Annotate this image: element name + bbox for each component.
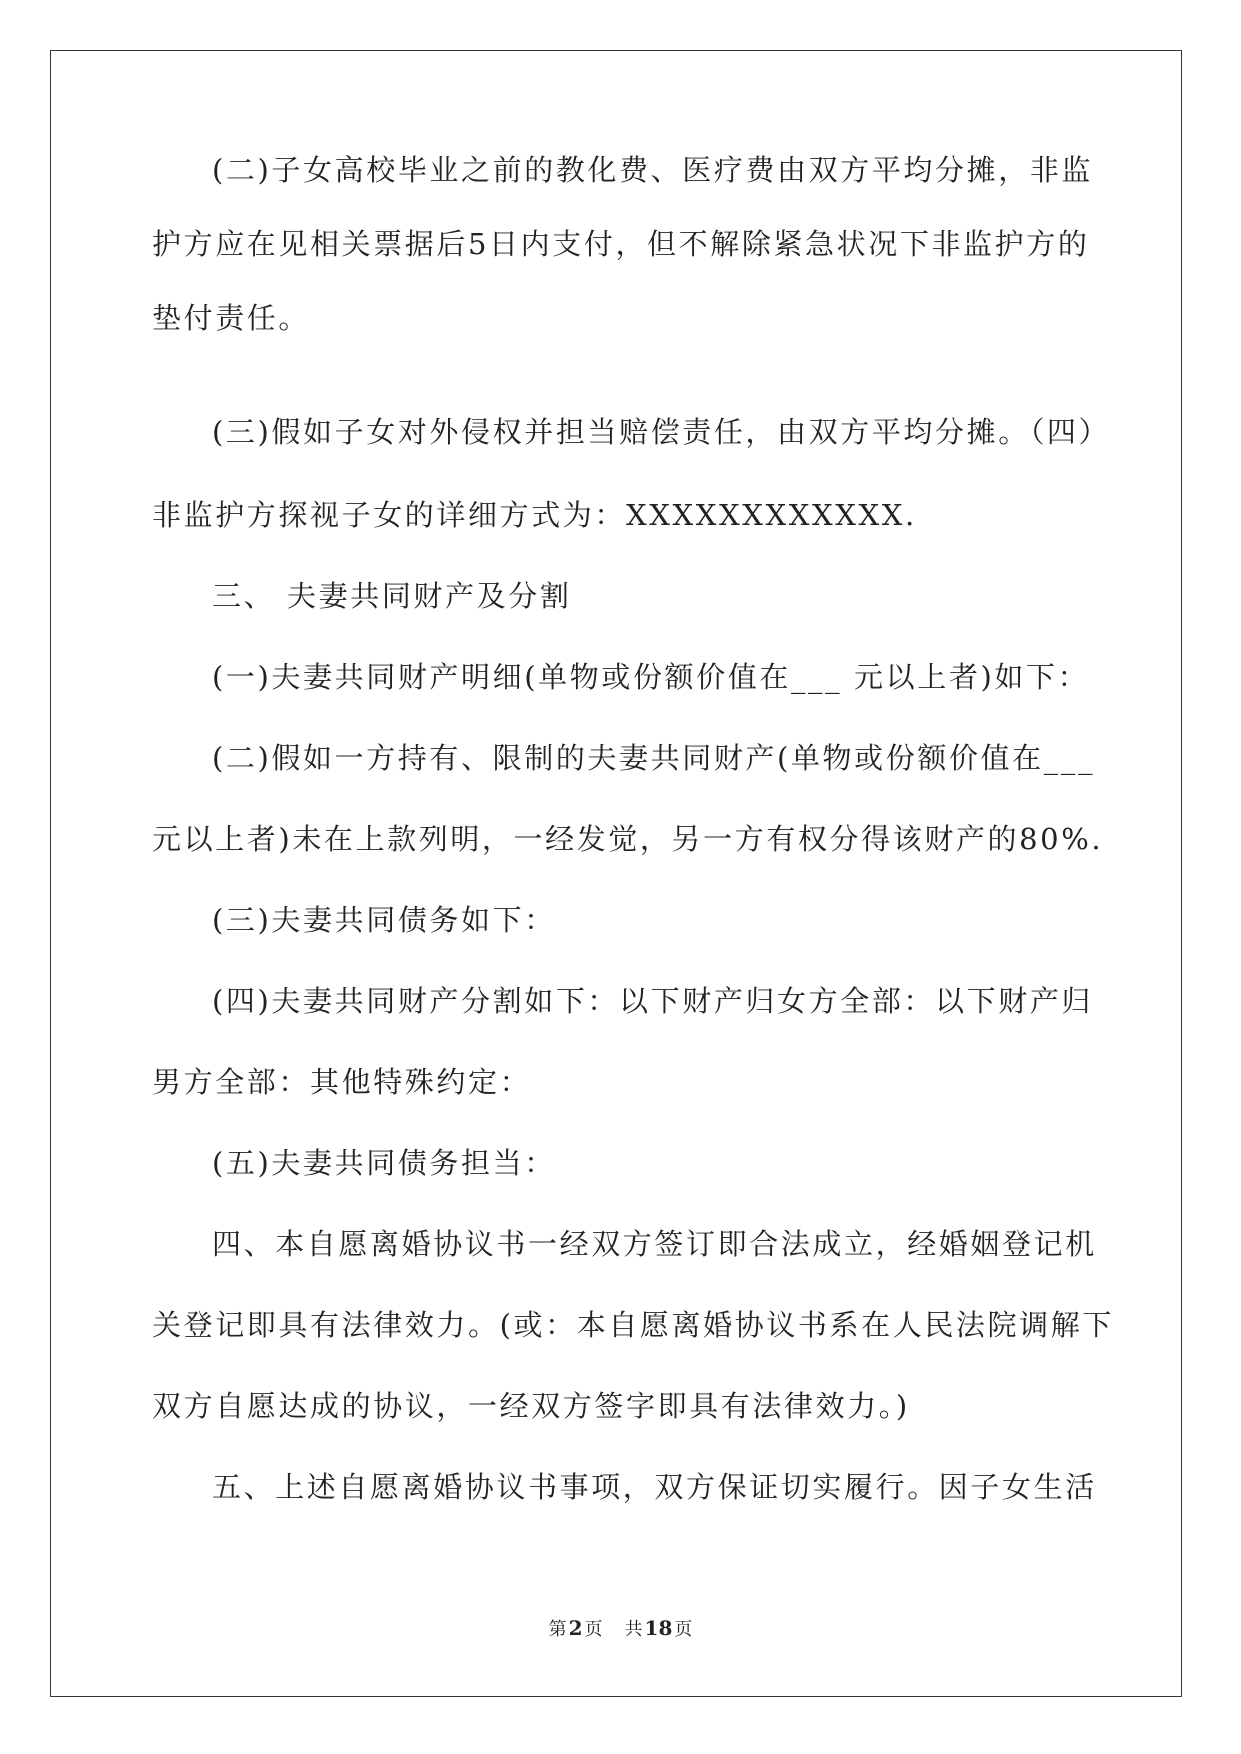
paragraph-line: 男方全部：其他特殊约定： <box>152 1065 532 1099</box>
footer-total-prefix: 共 <box>624 1619 643 1640</box>
paragraph-line: (三)假如子女对外侵权并担当赔偿责任，由双方平均分摊。（四） <box>212 415 1111 449</box>
paragraph-line: (四)夫妻共同财产分割如下：以下财产归女方全部：以下财产归 <box>212 984 1094 1018</box>
footer-prefix: 第 <box>548 1619 567 1640</box>
footer-page-suffix: 页 <box>584 1619 603 1640</box>
paragraph-line: 双方自愿达成的协议，一经双方签字即具有法律效力。) <box>152 1389 910 1423</box>
paragraph-line: (三)夫妻共同债务如下： <box>212 903 556 937</box>
paragraph-line: 护方应在见相关票据后5日内支付，但不解除紧急状况下非监护方的 <box>152 227 1090 261</box>
paragraph-line: 四、本自愿离婚协议书一经双方签订即合法成立，经婚姻登记机 <box>212 1227 1097 1261</box>
current-page-number: 2 <box>568 1616 583 1640</box>
paragraph-line: (二)假如一方持有、限制的夫妻共同财产(单物或份额价值在___ <box>212 741 1096 775</box>
paragraph-line: (二)子女高校毕业之前的教化费、医疗费由双方平均分摊，非监 <box>212 153 1094 187</box>
section-heading: 三、 夫妻共同财产及分割 <box>212 579 572 613</box>
paragraph-line: 五、上述自愿离婚协议书事项，双方保证切实履行。因子女生活 <box>212 1470 1097 1504</box>
total-pages-number: 18 <box>644 1616 673 1640</box>
paragraph-line: (一)夫妻共同财产明细(单物或份额价值在___ 元以上者)如下： <box>212 660 1090 694</box>
paragraph-line: 非监护方探视子女的详细方式为：XXXXXXXXXXXX. <box>152 498 917 532</box>
paragraph-line: (五)夫妻共同债务担当： <box>212 1146 556 1180</box>
footer-total-suffix: 页 <box>674 1619 693 1640</box>
page-footer <box>0 1615 1241 1641</box>
paragraph-line: 关登记即具有法律效力。(或：本自愿离婚协议书系在人民法院调解下 <box>152 1308 1114 1342</box>
paragraph-line: 元以上者)未在上款列明，一经发觉，另一方有权分得该财产的80%. <box>152 822 1104 856</box>
paragraph-line: 垫付责任。 <box>152 301 311 335</box>
